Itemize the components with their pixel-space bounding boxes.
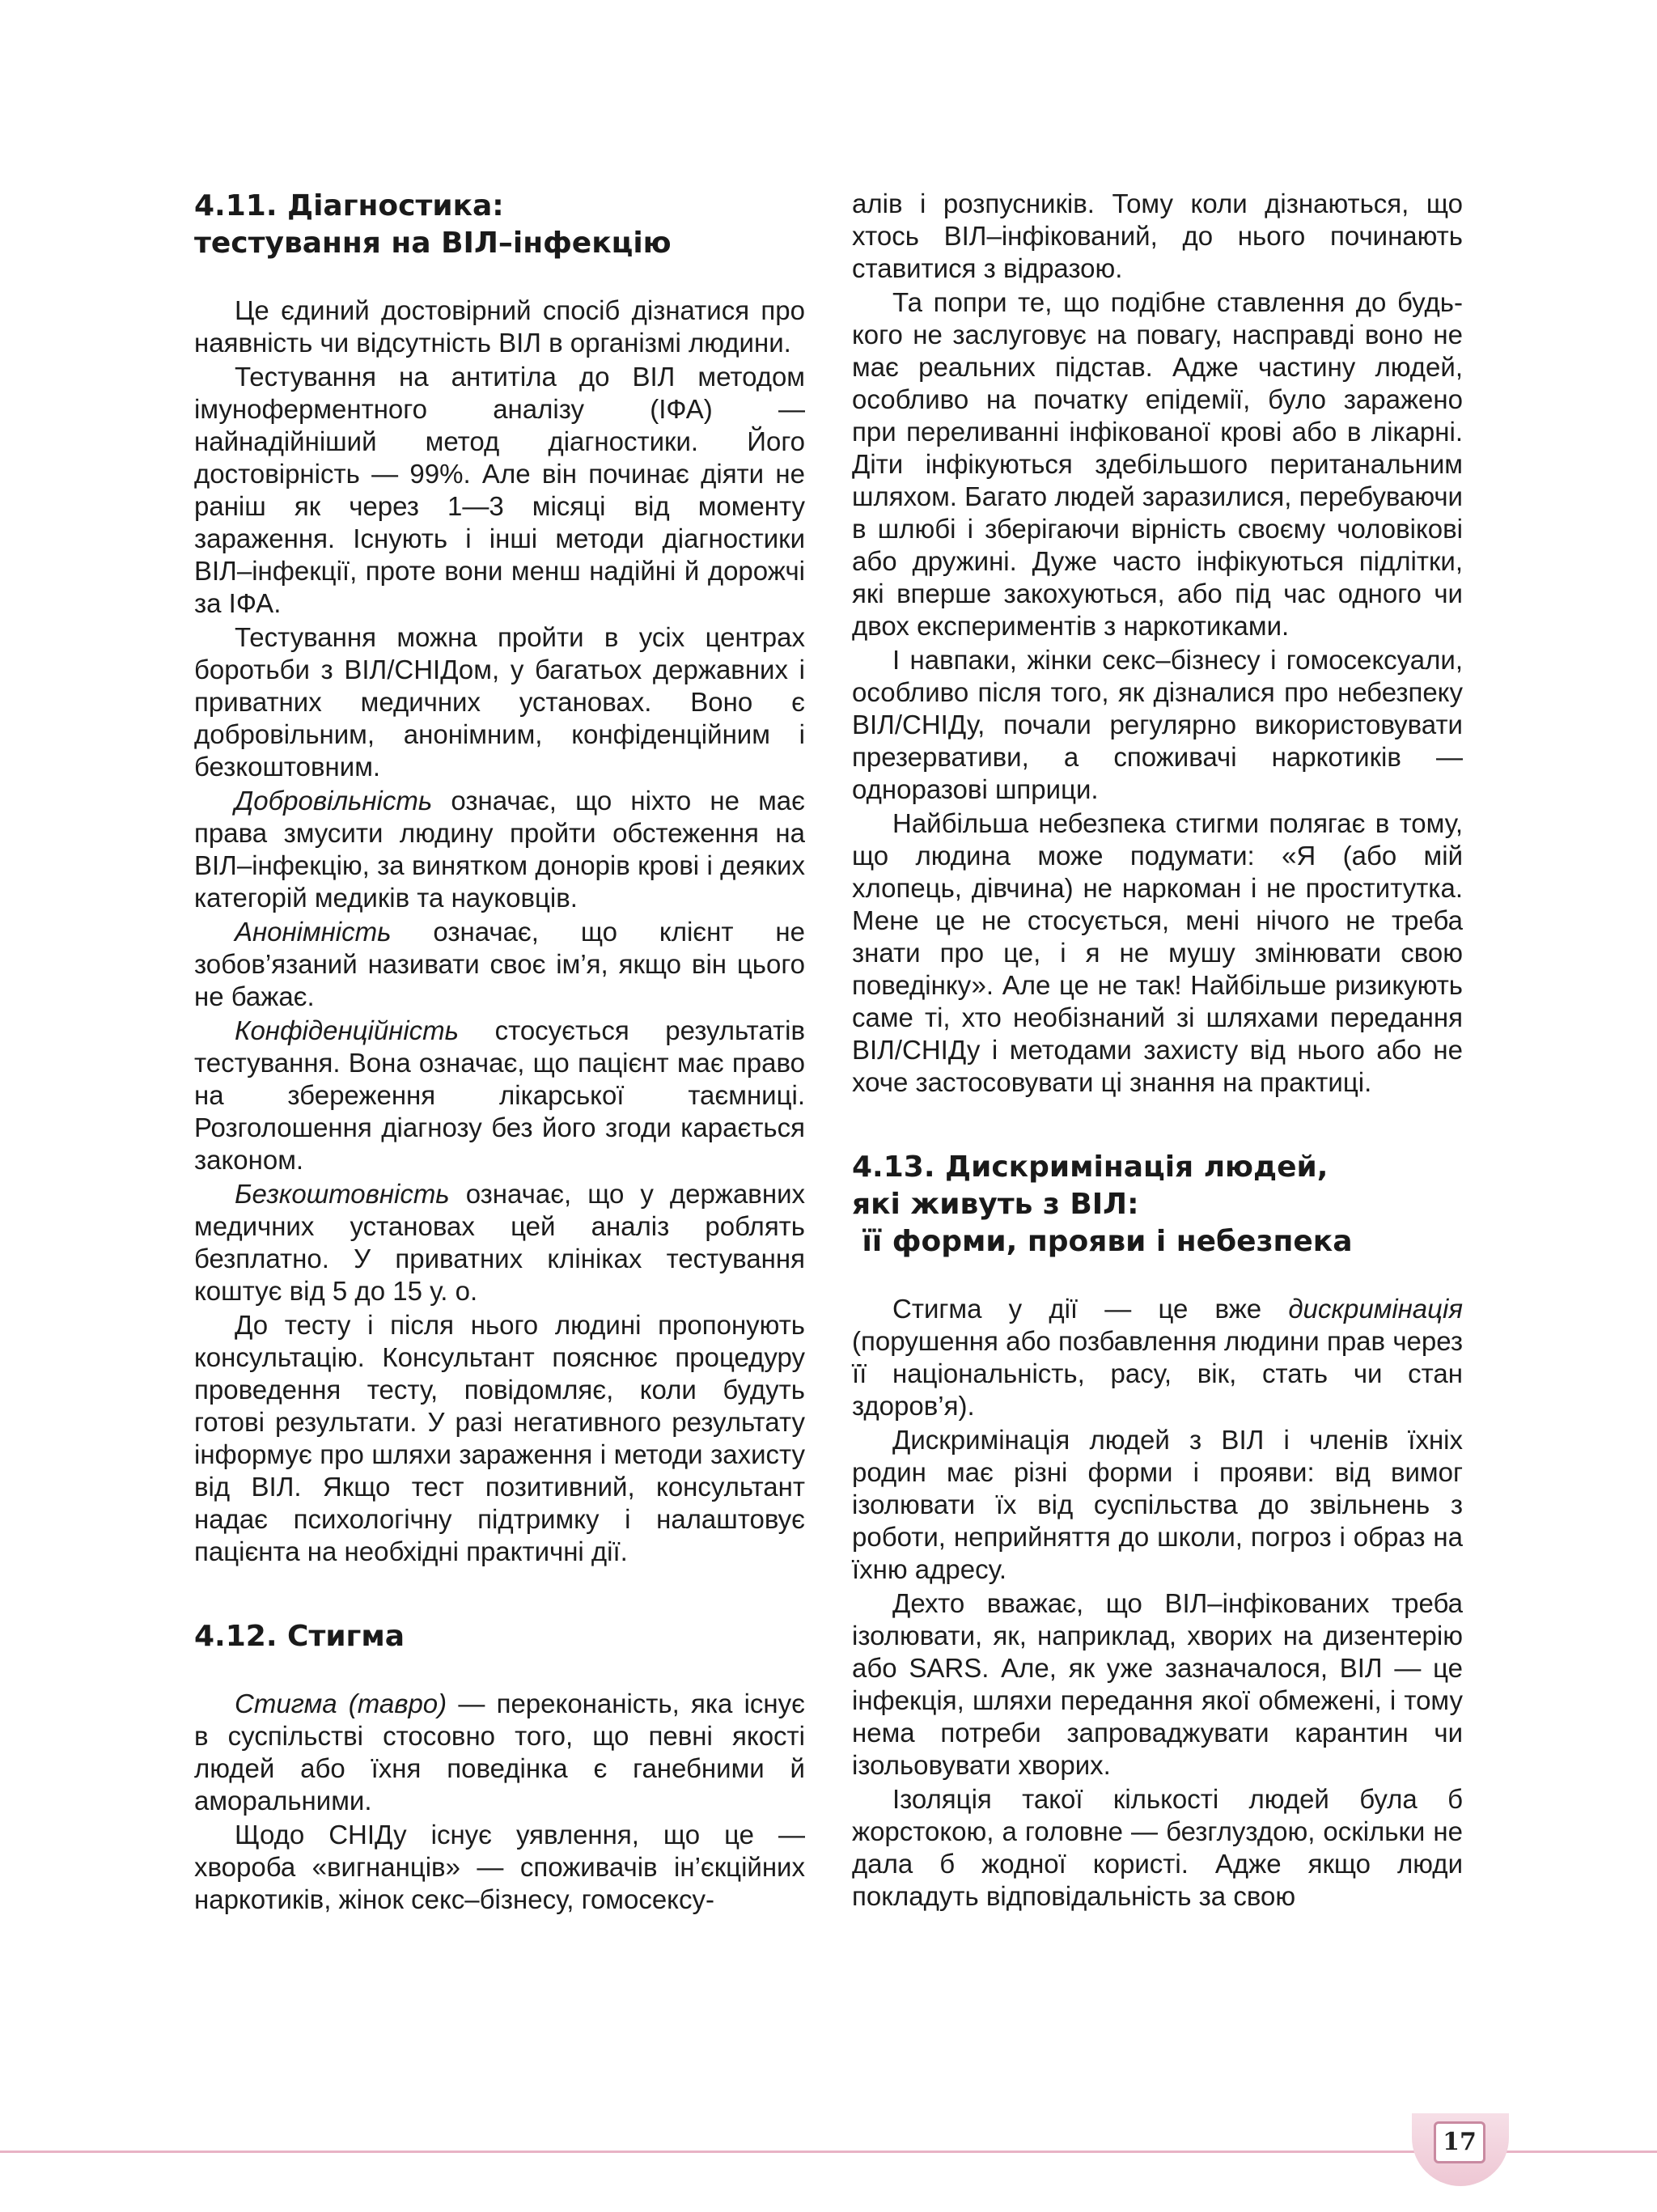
- section-4-12-heading: [194, 1618, 805, 1655]
- paragraph: [194, 1178, 805, 1307]
- paragraph: [194, 785, 805, 914]
- paragraph: Найбільша небезпека стигми полягає в тому, що людина може подумати: «Я (або мій хлопець, дівчина) не наркоман і не проститутка. Мене це не стосується, мені нічого не треба знати про це, і я не мушу змінювати свою поведінку». Але це не так! Найбільше ризикують саме ті, хто необізнаний зі шляхами передання ВІЛ/СНІДу і методами захисту від нього або не хоче застосовувати ці знання на практиці.: [852, 808, 1463, 1097]
- paragraph: [194, 1015, 805, 1176]
- paragraph: І навпаки, жінки секс–бізнесу і гомосексуали, особливо після того, як дізналися про небезпеку ВІЛ/СНІДу, почали регулярно використовувати презервативи, а споживачі наркотиків — одноразові шприци.: [852, 645, 1463, 804]
- section-4-11-heading-line-2: тестування на ВІЛ–інфекцію: [194, 227, 672, 260]
- paragraph: Тестування на антитіла до ВІЛ методом імуноферментного аналізу (ІФА) — найнадійніший метод діагностики. Його достовірність — 99%. Але він починає діяти не раніш як через 1—3 місяці від моменту зараження. Існують і інші методи діагностики ВІЛ–інфекції, проте вони менш надійні й дорожчі за ІФА.: [194, 362, 805, 618]
- term-free-of-charge: Безкоштовність: [235, 1179, 450, 1209]
- paragraph: [194, 916, 805, 1013]
- section-4-13-heading-line-1: 4.13. Дискримінація людей,: [852, 1150, 1329, 1184]
- section-4-12-heading-line: 4.12. Стигма: [194, 1620, 405, 1653]
- section-4-11-heading-line-1: 4.11. Діагностика:: [194, 189, 504, 222]
- paragraph: Це єдиний достовірний спосіб дізнатися про наявність чи відсутність ВІЛ в організмі людини.: [194, 295, 805, 358]
- footer-divider: [0, 2151, 1436, 2153]
- section-4-13-heading: [852, 1149, 1463, 1261]
- paragraph: До тесту і після нього людині пропонують консультацію. Консультант пояснює процедуру проведення тесту, повідомляє, коли будуть готові результати. У разі негативного результату інформує про шляхи зараження і методи захисту від ВІЛ. Якщо тест позитивний, консультант надає психологічну підтримку і налаштовує пацієнта на необхідні практичні дії.: [194, 1310, 805, 1566]
- definition-text: означає, що у державних медичних установах цей аналіз роблять безплатно. У приватних клініках тестування коштує від 5 до 15 у. о.: [194, 1179, 805, 1306]
- definition-text: стосується результатів тестування. Вона означає, що пацієнт має право на збереження лікарської таємниці. Розголошення діагнозу без його згоди карається законом.: [194, 1015, 805, 1175]
- paragraph-start: Стигма у дії — це вже: [892, 1294, 1289, 1324]
- term-voluntary: Добровільність: [235, 786, 433, 816]
- paragraph: [194, 1688, 805, 1817]
- section-4-11-heading: [194, 188, 805, 262]
- paragraph: Тестування можна пройти в усіх центрах боротьби з ВІЛ/СНІДом, у багатьох державних і приватних медичних установах. Воно є добровільним, анонімним, конфіденційним і безкоштовним.: [194, 622, 805, 782]
- left-column: [194, 188, 805, 1917]
- section-4-13-heading-line-3: її форми, прояви і небезпека: [852, 1225, 1353, 1258]
- term-discrimination: дискримінація: [1288, 1294, 1463, 1324]
- footer-divider-right: [1495, 2151, 1657, 2153]
- paragraph: Дехто вважає, що ВІЛ–інфікованих треба ізолювати, як, наприклад, хворих на дизентерію або SARS. Але, як уже зазначалося, ВІЛ — це інфекція, шляхи передання якої обмежені, і тому нема потреби запроваджувати карантин чи ізольовувати хворих.: [852, 1588, 1463, 1780]
- paragraph: Ізоляція такої кількості людей була б жорстокою, а головне — безглуздою, оскільки не дала б жодної користі. Адже якщо люди покладуть відповідальність за свою: [852, 1784, 1463, 1911]
- section-4-13-heading-line-2: які живуть з ВІЛ:: [852, 1188, 1139, 1221]
- term-stigma: Стигма (тавро): [235, 1689, 447, 1718]
- definition-text: (порушення або позбавлення людини прав через її національність, расу, вік, стать чи стан здоров’я).: [852, 1326, 1463, 1421]
- paragraph: Дискримінація людей з ВІЛ і членів їхніх родин має різні форми і прояви: від вимог ізолювати їх від суспільства до звільнень з роботи, неприйняття до школи, погроз і образ на їхню адресу.: [852, 1425, 1463, 1584]
- paragraph: Щодо СНІДу існує уявлення, що це — хвороба «вигнанців» — споживачів ін’єкційних наркотиків, жінок секс–бізнесу, гомосексу-: [194, 1820, 805, 1914]
- page-number: 17: [1434, 2121, 1485, 2163]
- definition-text: означає, що ніхто не має права змусити людину пройти обстеження на ВІЛ–інфекцію, за винятком донорів крові і деяких категорій медиків та науковців.: [194, 786, 805, 913]
- paragraph: Та попри те, що подібне ставлення до будь-кого не заслуговує на повагу, насправді воно не має реальних підстав. Адже частину людей, особливо на початку епідемії, було заражено при переливанні інфікованої крові або в лікарні. Діти інфікуються здебільшого пеританальним шляхом. Багато людей заразилися, перебуваючи в шлюбі і зберігаючи вірність своєму чоловікові або дружині. Дуже часто інфікуються підлітки, які вперше закохуються, або під час одного чи двох експериментів з наркотиками.: [852, 287, 1463, 641]
- definition-text: означає, що клієнт не зобов’язаний називати своє ім’я, якщо він цього не бажає.: [194, 917, 805, 1011]
- paragraph: [852, 1293, 1463, 1422]
- term-confidentiality: Конфіденційність: [235, 1015, 460, 1045]
- right-column: [852, 188, 1463, 1914]
- definition-text: — переконаність, яка існує в суспільстві стосовно того, що певні якості людей або їхня поведінка є ганебними й аморальними.: [194, 1689, 805, 1816]
- paragraph-continued: алів і розпусників. Тому коли дізнаються, що хтось ВІЛ–інфікований, до нього починають ставитися з відразою.: [852, 189, 1463, 283]
- term-anonymity: Анонімність: [235, 917, 392, 947]
